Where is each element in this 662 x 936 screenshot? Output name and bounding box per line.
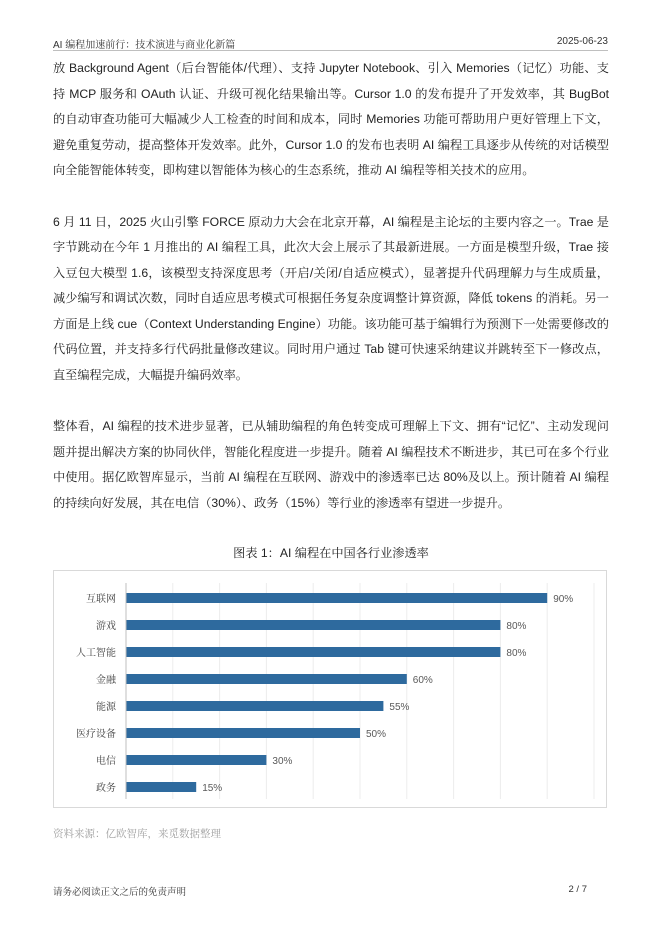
paragraph-trae: 6 月 11 日，2025 火山引擎 FORCE 原动力大会在北京开幕，AI 编程是主论坛的主要内容之一。Trae 是字节跳动在今年 1 月推出的 AI 编程工具，此次大会上展示了其最新进展。一方面是模型升级，Trae 接入豆包大模型 1.6，该模型支持深度思考（开启/关闭/自适应模式），显著提升代码理解力与生成质量，减少编写和调试次数，同时自适应思考模式可根据任务复杂度调整计算资源，降低 tokens 的消耗。另一方面是上线 cue（Context Understanding Engine）功能。该功能可基于编辑行为预测下一处需要修改的代码位置，并支持多行代码批量修改建议。同时用户通过 Tab 键可快速采纳建议并跳转至下一修改点，直至编程完成，大幅提升编码效率。 <box>53 214 609 382</box>
bar <box>126 647 500 657</box>
bar <box>126 755 266 765</box>
penetration-chart <box>53 570 607 808</box>
page-header <box>53 34 608 51</box>
category-label: 互联网 <box>86 594 116 605</box>
bar <box>126 674 407 684</box>
value-label: 50% <box>366 729 387 740</box>
value-label: 55% <box>389 702 410 713</box>
category-label: 金融 <box>96 675 116 686</box>
value-label: 60% <box>412 675 433 686</box>
category-label: 电信 <box>96 756 116 767</box>
body-text <box>53 56 609 542</box>
category-label: 医疗设备 <box>76 729 116 740</box>
bar <box>126 782 196 792</box>
report-title: AI 编程加速前行：技术演进与商业化新篇 <box>53 40 236 51</box>
category-label: 游戏 <box>96 621 116 632</box>
bar <box>126 620 500 630</box>
value-label: 80% <box>506 648 527 659</box>
bar <box>126 701 383 711</box>
value-label: 80% <box>506 621 527 632</box>
report-date: 2025-06-23 <box>556 36 608 47</box>
paragraph-cursor: 放 Background Agent（后台智能体/代理）、支持 Jupyter Notebook、引入 Memories（记忆）功能、支持 MCP 服务和 OAuth 认证、升级可视化结果输出等。Cursor 1.0 的发布提升了开发效率，其 BugBot 的自动审查功能可大幅减少人工检查的时间和成本，同时 Memories 功能可帮助用户更好管理上下文，避免重复劳动，提高整体开发效率。此外，Cursor 1.0 的发布也表明 AI 编程工具逐步从传统的对话模型向全能智能体转变，即构建以智能体为核心的生态系统，推动 AI 编程等相关技术的应用。 <box>53 61 609 177</box>
value-label: 90% <box>553 594 574 605</box>
category-label: 能源 <box>96 702 116 713</box>
paragraph-summary: 整体看，AI 编程的技术进步显著，已从辅助编程的角色转变成可理解上下文、拥有“记忆”、主动发现问题并提出解决方案的协同伙伴，智能化程度进一步提升。随着 AI 编程技术不断进步，其已可在多个行业中使用。据亿欧智库显示，当前 AI 编程在互联网、游戏中的渗透率已达 80%及以上。预计随着 AI 编程的持续向好发展，其在电信（30%）、政务（15%）等行业的渗透率有望进一步提升。 <box>53 419 609 510</box>
category-label: 人工智能 <box>76 648 116 659</box>
source-note: 资料来源：亿欧智库，来觅数据整理 <box>53 828 221 840</box>
value-label: 30% <box>272 756 293 767</box>
disclaimer-text: 请务必阅读正文之后的免责声明 <box>53 887 187 898</box>
value-label: 15% <box>202 783 223 794</box>
category-label: 政务 <box>96 783 116 794</box>
page-number: 2 / 7 <box>568 884 587 895</box>
bar <box>126 728 360 738</box>
figure-title: 图表 1：AI 编程在中国各行业渗透率 <box>233 546 429 560</box>
bar <box>126 593 547 603</box>
chart-svg <box>54 571 606 807</box>
